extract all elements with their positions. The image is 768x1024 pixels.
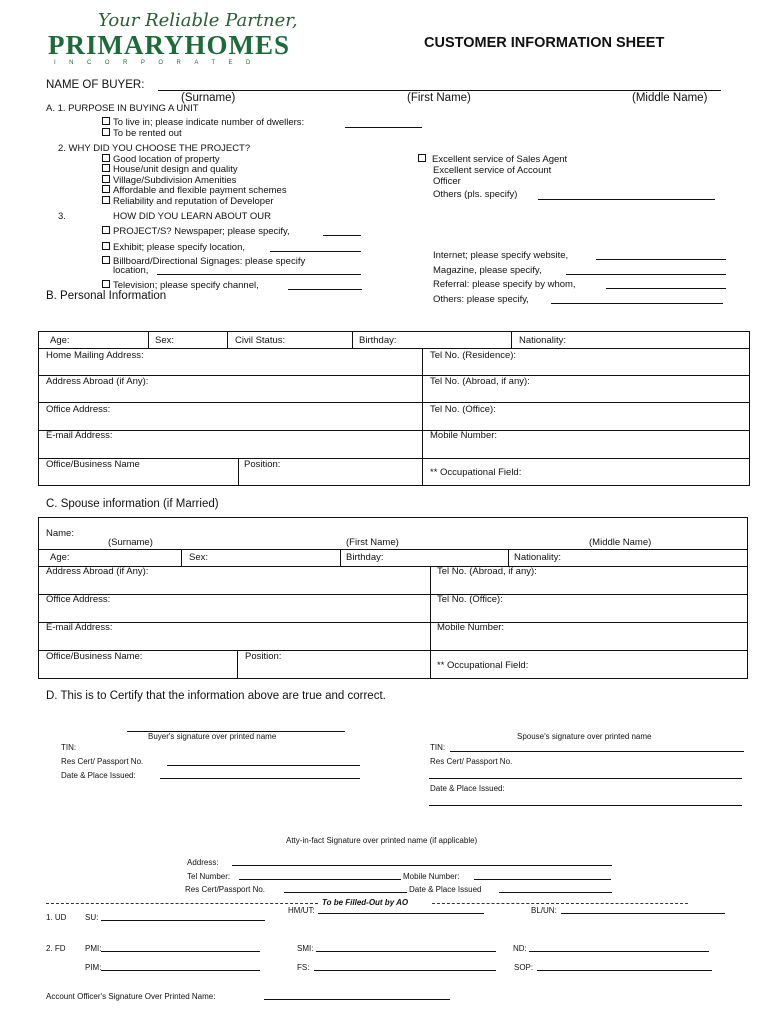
option-sales-agent[interactable]: Excellent service of Sales Agent [418, 154, 567, 165]
spouse-sex-label: Sex: [189, 552, 209, 563]
ud-label: 1. UD [46, 913, 67, 922]
spouse-res-cert-label: Res Cert/ Passport No. [430, 757, 513, 766]
option-magazine: Magazine, please specify, [433, 265, 542, 276]
option-internet: Internet; please specify website, [433, 250, 569, 261]
dwellers-field[interactable] [345, 127, 422, 128]
hmut-label: HM/UT: [288, 906, 315, 915]
blun-field[interactable] [561, 913, 725, 914]
option-others-source: Others: please specify, [433, 294, 529, 305]
table-divider [38, 549, 748, 550]
table-divider [430, 566, 431, 679]
spouse-occupational-label: ** Occupational Field: [437, 660, 529, 671]
question-why-choose: 2. WHY DID YOU CHOOSE THE PROJECT? [58, 143, 251, 154]
position-label: Position: [244, 459, 281, 470]
buyer-res-cert-field[interactable] [167, 765, 360, 766]
buyer-name-label: NAME OF BUYER: [46, 79, 145, 91]
spouse-address-abroad-label: Address Abroad (if Any): [46, 566, 149, 577]
fs-field[interactable] [314, 970, 496, 971]
pmi-label: PMI: [85, 944, 102, 953]
buyer-surname-caption: (Surname) [181, 92, 236, 104]
option-referral: Referral: please specify by whom, [433, 279, 576, 290]
ao-dashed-divider [432, 903, 688, 904]
tagline: Your Reliable Partner, [98, 10, 298, 31]
su-field[interactable] [101, 920, 265, 921]
spouse-mobile-label: Mobile Number: [437, 622, 505, 633]
question-purpose: A. 1. PURPOSE IN BUYING A UNIT [46, 103, 199, 114]
spouse-name-label: Name: [46, 528, 74, 539]
table-divider [181, 549, 182, 566]
option-rented-out[interactable]: To be rented out [102, 128, 182, 139]
checkbox-icon[interactable] [102, 196, 110, 204]
option-reputation[interactable]: Reliability and reputation of Developer [102, 196, 274, 207]
nd-label: ND: [513, 944, 527, 953]
tel-abroad-label: Tel No. (Abroad, if any): [430, 376, 530, 387]
option-amenities[interactable]: Village/Subdivision Amenities [102, 175, 236, 186]
pim-label: PIM: [85, 963, 102, 972]
birthday-label: Birthday: [359, 335, 397, 346]
atty-mobile-field[interactable] [474, 879, 611, 880]
table-divider [148, 331, 149, 348]
checkbox-icon[interactable] [102, 256, 110, 264]
exhibit-field[interactable] [270, 251, 361, 252]
spouse-nationality-label: Nationality: [514, 552, 561, 563]
spouse-res-cert-field[interactable] [429, 778, 742, 779]
checkbox-icon[interactable] [102, 117, 110, 125]
table-divider [38, 402, 750, 403]
ao-banner: To be Filled-Out by AO [322, 898, 409, 907]
mobile-label: Mobile Number: [430, 430, 498, 441]
table-divider [38, 622, 748, 623]
spouse-tel-abroad-label: Tel No. (Abroad, if any): [437, 566, 537, 577]
option-billboard[interactable]: Billboard/Directional Signages: please specify [102, 256, 305, 267]
table-divider [227, 331, 228, 348]
table-divider [38, 650, 748, 651]
tel-office-label: Tel No. (Office): [430, 404, 496, 415]
television-field[interactable] [288, 289, 362, 290]
occupational-label: ** Occupational Field: [430, 467, 522, 478]
spouse-position-label: Position: [245, 651, 282, 662]
table-divider [38, 594, 748, 595]
atty-tel-label: Tel Number: [187, 872, 231, 881]
spouse-middle-name-caption: (Middle Name) [589, 537, 652, 548]
atty-date-place-label: Date & Place Issued [409, 885, 482, 894]
buyer-date-place-field[interactable] [160, 778, 360, 779]
option-house-design[interactable]: House/unit design and quality [102, 164, 238, 175]
buyer-first-name-caption: (First Name) [407, 92, 471, 104]
spouse-business-name-label: Office/Business Name: [46, 651, 143, 662]
email-label: E-mail Address: [46, 430, 113, 441]
spouse-surname-caption: (Surname) [108, 537, 153, 548]
checkbox-icon[interactable] [102, 175, 110, 183]
sop-field[interactable] [537, 970, 712, 971]
office-address-label: Office Address: [46, 404, 111, 415]
referral-field[interactable] [606, 288, 726, 289]
nationality-label: Nationality: [519, 335, 566, 346]
buyer-res-cert-label: Res Cert/ Passport No. [61, 757, 144, 766]
option-payment-schemes[interactable]: Affordable and flexible payment schemes [102, 185, 287, 196]
account-officer-signature-label: Account Officer's Signature Over Printed Name: [46, 992, 216, 1001]
fd-label: 2. FD [46, 944, 66, 953]
spouse-age-label: Age: [50, 552, 70, 563]
internet-field[interactable] [596, 259, 726, 260]
fs-label: FS: [297, 963, 310, 972]
table-divider [238, 458, 239, 486]
others-field[interactable] [538, 199, 715, 200]
spouse-signature-caption: Spouse's signature over printed name [517, 732, 652, 741]
option-good-location[interactable]: Good location of property [102, 154, 220, 165]
checkbox-icon[interactable] [102, 226, 110, 234]
magazine-field[interactable] [566, 274, 726, 275]
question-number-3: 3. [58, 211, 66, 222]
others-source-field[interactable] [551, 303, 723, 304]
section-b-title: B. Personal Information [46, 290, 167, 302]
tel-residence-label: Tel No. (Residence): [430, 350, 517, 361]
buyer-tin-label: TIN: [61, 743, 77, 752]
spouse-birthday-label: Birthday: [346, 552, 384, 563]
spouse-office-address-label: Office Address: [46, 594, 111, 605]
atty-res-cert-label: Res Cert/Passport No. [185, 885, 266, 894]
section-c-title: C. Spouse information (if Married) [46, 498, 219, 510]
spouse-tin-label: TIN: [430, 743, 446, 752]
spouse-tin-field[interactable] [450, 751, 744, 752]
checkbox-icon[interactable] [102, 280, 110, 288]
buyer-name-field[interactable] [158, 90, 721, 91]
brand-incorporated: INCORPORATED [54, 60, 264, 66]
smi-field[interactable] [316, 951, 496, 952]
page-title: CUSTOMER INFORMATION SHEET [424, 35, 665, 51]
pim-field[interactable] [101, 970, 260, 971]
billboard-field[interactable] [157, 274, 361, 275]
spouse-first-name-caption: (First Name) [346, 537, 399, 548]
checkbox-icon[interactable] [102, 185, 110, 193]
home-address-label: Home Mailing Address: [46, 350, 144, 361]
buyer-date-place-label: Date & Place Issued: [61, 771, 136, 780]
spouse-date-place-field[interactable] [429, 805, 742, 806]
personal-info-table [38, 331, 750, 486]
civil-status-label: Civil Status: [235, 335, 286, 346]
atty-mobile-label: Mobile Number: [403, 872, 460, 881]
address-abroad-label: Address Abroad (if Any): [46, 376, 149, 387]
business-name-label: Office/Business Name [46, 459, 140, 470]
option-exhibit[interactable]: Exhibit; please specify location, [102, 242, 245, 253]
table-divider [508, 549, 509, 566]
sop-label: SOP: [514, 963, 534, 972]
atty-signature-caption: Atty-in-fact Signature over printed name (if applicable) [286, 836, 478, 845]
checkbox-icon[interactable] [102, 128, 110, 136]
ao-dashed-divider [46, 903, 318, 904]
spouse-email-label: E-mail Address: [46, 622, 113, 633]
su-label: SU: [85, 913, 99, 922]
atty-res-cert-field[interactable] [284, 892, 407, 893]
option-live-in[interactable]: To live in; please indicate number of dwellers: [102, 117, 304, 128]
table-divider [38, 430, 750, 431]
smi-label: SMI: [297, 944, 314, 953]
atty-address-label: Address: [187, 858, 219, 867]
table-divider [340, 549, 341, 566]
spouse-tel-office-label: Tel No. (Office): [437, 594, 503, 605]
option-others: Others (pls. specify) [433, 189, 518, 200]
spouse-date-place-label: Date & Place Issued: [430, 784, 505, 793]
checkbox-icon[interactable] [102, 242, 110, 250]
table-divider [511, 331, 512, 348]
brand-logo: PRIMARYHOMES [48, 30, 291, 60]
nd-field[interactable] [529, 951, 709, 952]
sex-label: Sex: [155, 335, 175, 346]
buyer-middle-name-caption: (Middle Name) [632, 92, 708, 104]
blun-label: BL/UN: [531, 906, 557, 915]
option-newspaper[interactable]: PROJECT/S? Newspaper; please specify, [102, 226, 290, 237]
checkbox-icon[interactable] [418, 154, 426, 162]
buyer-signature-caption: Buyer's signature over printed name [148, 732, 277, 741]
option-account-officer: Excellent service of Account [433, 165, 552, 176]
atty-date-place-field[interactable] [499, 892, 612, 893]
age-label: Age: [50, 335, 70, 346]
table-divider [38, 348, 750, 349]
account-officer-signature-field[interactable] [264, 999, 450, 1000]
newspaper-field[interactable] [323, 235, 361, 236]
option-billboard-location: location, [113, 265, 149, 276]
checkbox-icon[interactable] [102, 154, 110, 162]
atty-address-field[interactable] [232, 865, 612, 866]
table-divider [38, 458, 750, 459]
pmi-field[interactable] [101, 951, 260, 952]
table-divider [352, 331, 353, 348]
table-divider [422, 348, 423, 486]
table-divider [237, 650, 238, 679]
checkbox-icon[interactable] [102, 164, 110, 172]
option-account-officer-cont: Officer [433, 176, 461, 187]
hmut-field[interactable] [318, 913, 484, 914]
section-d-title: D. This is to Certify that the information above are true and correct. [46, 690, 386, 702]
option-television[interactable]: Television; please specify channel, [102, 280, 259, 291]
question-how-learn: HOW DID YOU LEARN ABOUT OUR [113, 211, 272, 222]
atty-tel-field[interactable] [239, 879, 401, 880]
